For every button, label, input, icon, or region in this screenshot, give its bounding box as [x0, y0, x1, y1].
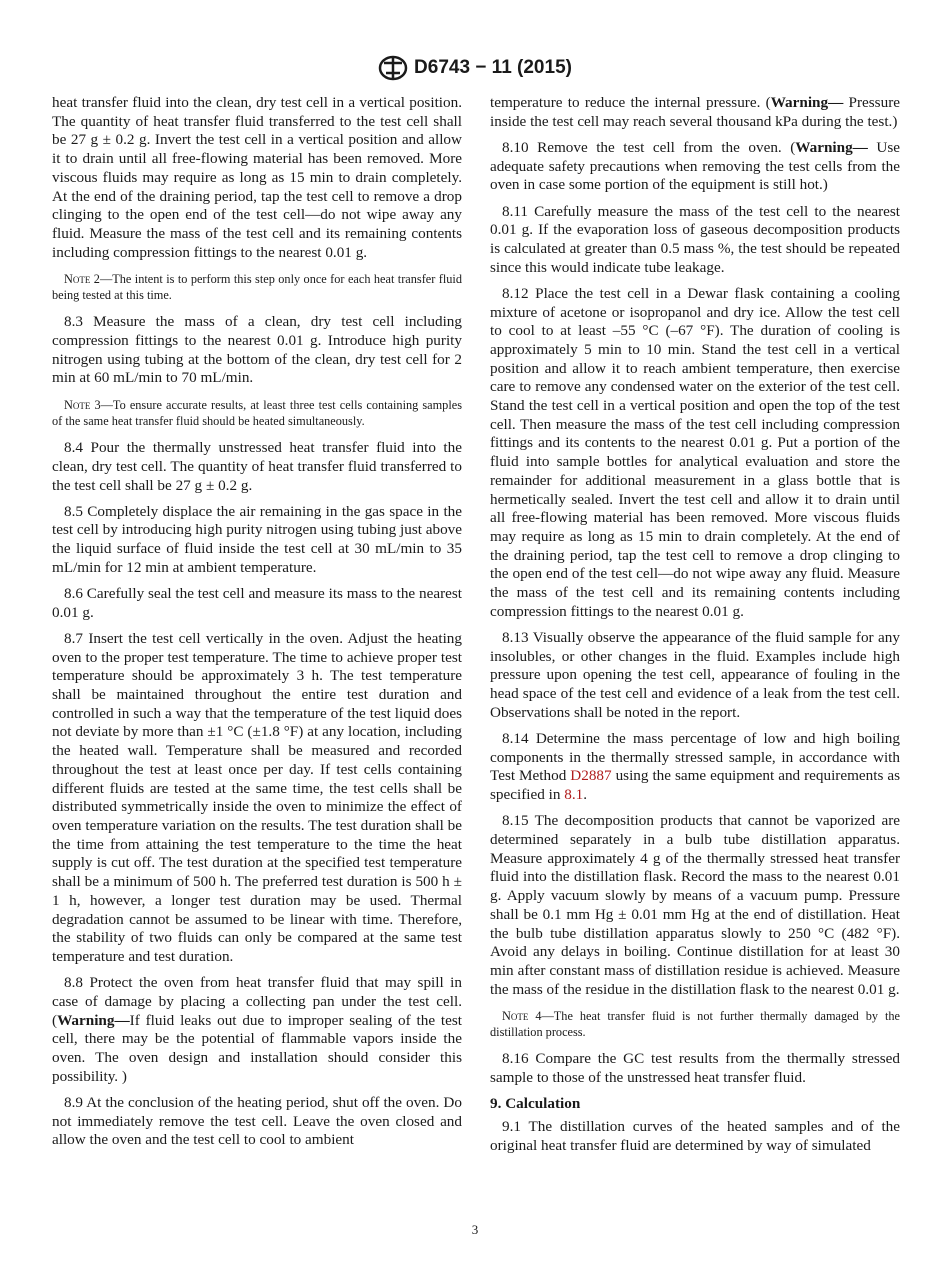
right-column	[490, 94, 900, 1163]
note-label: Note 2	[64, 272, 100, 287]
paragraph-8-9: 8.9 At the conclusion of the heating period, shut off the oven. Do not immediately remove the test cell. Leave the oven closed and allow the oven and the test cell to cool to ambient	[52, 1093, 462, 1149]
text: using the same equipment and requirements as specified in	[490, 767, 900, 804]
text: Use adequate safety precautions when removing the test cells from the oven in case some portion of the equipment is still hot.)	[490, 138, 900, 194]
left-column	[52, 94, 462, 1157]
page-number: 3	[471, 1222, 479, 1237]
document-header	[0, 55, 950, 81]
link-d2887[interactable]: D2887	[570, 767, 612, 785]
note-label: Note 3	[64, 398, 101, 413]
designation: D6743 − 11 (2015)	[414, 57, 572, 79]
paragraph-8-16: 8.16 Compare the GC test results from the thermally stressed sample to those of the unstressed heat transfer fluid.	[490, 1050, 900, 1087]
paragraph-8-4: 8.4 Pour the thermally unstressed heat transfer fluid into the clean, dry test cell. The quantity of heat transfer fluid transferred to the test cell shall be 27 g ± 0.2 g.	[52, 439, 462, 494]
note-text: —The intent is to perform this step only once for each heat transfer fluid being tested at this time.	[52, 272, 462, 303]
note-2	[52, 271, 462, 303]
note-4	[490, 1008, 900, 1040]
paragraph-8-15: 8.15 The decomposition products that cannot be vaporized are determined separately in a bulb tube distillation apparatus. Measure approximately 4 g of the thermally stressed heat transfer fluid into the distillation flask. Record the mass to the nearest 0.01 g. Apply vacuum slowly by means of a vacuum pump. Pressure shall be 0.1 mm Hg ± 0.01 mm Hg at the end of distillation. Heat the bulb tube distillation apparatus slowly to 250 °C (482 °F). Avoid any delays in boiling. Continue distillation for at least 30 min after constant mass of distillation residue is achieved. Measure the mass of the residue in the distillation flask to the nearest 0.01 g.	[490, 812, 900, 998]
link-section-8-1[interactable]: 8.1	[564, 786, 584, 804]
text: Pressure inside the test cell may reach several thousand kPa during the test.)	[490, 94, 900, 130]
warning-label: Warning—	[770, 94, 844, 111]
paragraph-8-3: 8.3 Measure the mass of a clean, dry test cell including compression fittings to the nearest 0.01 g. Introduce high purity nitrogen using tubing at the bottom of the clean, dry test cell for 2 min at 60 mL/min to 70 mL/min.	[52, 313, 462, 387]
text: 8.10 Remove the test cell from the oven. (	[502, 138, 796, 156]
note-label: Note 4	[502, 1009, 542, 1024]
paragraph-8-11: 8.11 Carefully measure the mass of the test cell to the nearest 0.01 g. If the evaporation loss of gaseous decomposition products is calculated at greater than 0.5 mass %, the test should be repeated since this would indicate tube leakage.	[490, 202, 900, 276]
paragraph-8-7: 8.7 Insert the test cell vertically in the oven. Adjust the heating oven to the proper test temperature. The time to achieve proper test temperature should be approximately 3 h. The test temperature shall be maintained throughout the entire test duration and controlled in such a way that the temperature of the test liquid does not deviate by more than ±1 °C (±1.8 °F) at any location, including the heated wall. Temperature shall be measured and recorded throughout the test at least once per day. If test cells containing different fluids are tested at the same time, the test cells shall be distributed symmetrically inside the oven to minimize the effect of oven temperature variation on the results. The test duration shall be the time from attaining the test temperature to the time the heat supply is cut off. The test duration at the specified test temperature shall be a minimum of 500 h. The preferred test duration is 500 h ± 1 h, however, a longer test duration may be used. Thermal degradation cannot be assumed to be linear with time. Therefore, the stability of two fluids can only be compared at the same test temperature and test duration.	[52, 629, 462, 965]
paragraph-continued	[490, 94, 900, 131]
paragraph-8-6: 8.6 Carefully seal the test cell and measure its mass to the nearest 0.01 g.	[52, 585, 462, 621]
text: 8.8 Protect the oven from heat transfer fluid that may spill in case of damage by placing a collecting pan under the test cell. (	[52, 974, 462, 1029]
astm-logo-icon	[378, 55, 408, 81]
section-heading-calculation: 9. Calculation	[490, 1095, 581, 1113]
paragraph-8-10	[490, 139, 900, 195]
paragraph-8-13: 8.13 Visually observe the appearance of the fluid sample for any insolubles, or other changes in the fluid. Examples include high pressure upon opening the test cell, appearance of fouling in the head space of the test cell and evidence of a leak from the test cell. Observations shall be noted in the report.	[490, 628, 900, 721]
note-text: —To ensure accurate results, at least three test cells containing samples of the same heat transfer fluid should be heated simultaneously.	[52, 398, 462, 429]
paragraph-8-5: 8.5 Completely displace the air remaining in the gas space in the test cell by introducing high purity nitrogen using tubing just above the liquid surface of fluid inside the test cell at 30 mL/min to 35 mL/min for 12 min at ambient temperature.	[52, 502, 463, 576]
paragraph-9-1: 9.1 The distillation curves of the heated samples and of the original heat transfer fluid are determined by way of simulated	[490, 1118, 900, 1154]
paragraph-8-12: 8.12 Place the test cell in a Dewar flask containing a cooling mixture of acetone or isopropanol and dry ice. Allow the test cell to cool to at least –55 °C (–67 °F). The duration of cooling is approximately 5 min to 10 min. Stand the test cell in a vertical position and allow it to reach ambient temperature, then exercise care to remove any condensed water on the exterior of the test cell. Stand the test cell in a vertical position and open the top of the test cell. Then measure the mass of the test cell including compression fittings and its contents to the nearest 0.01 g. Put a portion of the fluid into sample bottles for analytical evaluation and store the remainder for additional measurement in a glass bottle that is hermetically sealed. Invert the test cell and allow it to drain until all free-flowing material has been removed. More viscous fluids may require as long as 15 min to drain completely. At the end of the draining period, tap the test cell to remove a drop clinging to the open end of the test cell—do not wipe away any fluid. Measure the mass of the test cell and its remaining contents including compression fittings to the nearest 0.01 g.	[490, 284, 900, 620]
paragraph-continued: heat transfer fluid into the clean, dry test cell in a vertical position. The quantity of heat transfer fluid transferred to the test cell shall be 27 g ± 0.2 g. Invert the test cell in a vertical position and allow it to drain until all free-flowing material has been removed. More viscous fluids may require as long as 15 min to drain completely. At the end of the draining period, tap the test cell to remove a drop clinging to the open end of the test cell—do not wipe away any fluid. Measure the mass of the test cell and its remaining contents including compression fittings to the nearest 0.01 g.	[52, 94, 462, 261]
warning-label: Warning—	[57, 1011, 130, 1029]
text: If fluid leaks out due to improper sealing of the test cell, there may be the potential of flammable vapors inside the oven. The oven design and installation should consider this possibility. )	[52, 1011, 462, 1085]
text: .	[583, 786, 588, 804]
note-text: —The heat transfer fluid is not further thermally damaged by the distillation process.	[490, 1009, 900, 1040]
warning-label: Warning—	[795, 138, 868, 156]
text: temperature to reduce the internal pressure. (	[490, 94, 771, 111]
text: 8.14 Determine the mass percentage of low and high boiling components in the thermally stressed sample, in accordance with Test Method	[490, 730, 900, 785]
paragraph-8-8	[52, 974, 462, 1086]
paragraph-8-14	[490, 730, 900, 805]
note-3	[52, 397, 462, 429]
